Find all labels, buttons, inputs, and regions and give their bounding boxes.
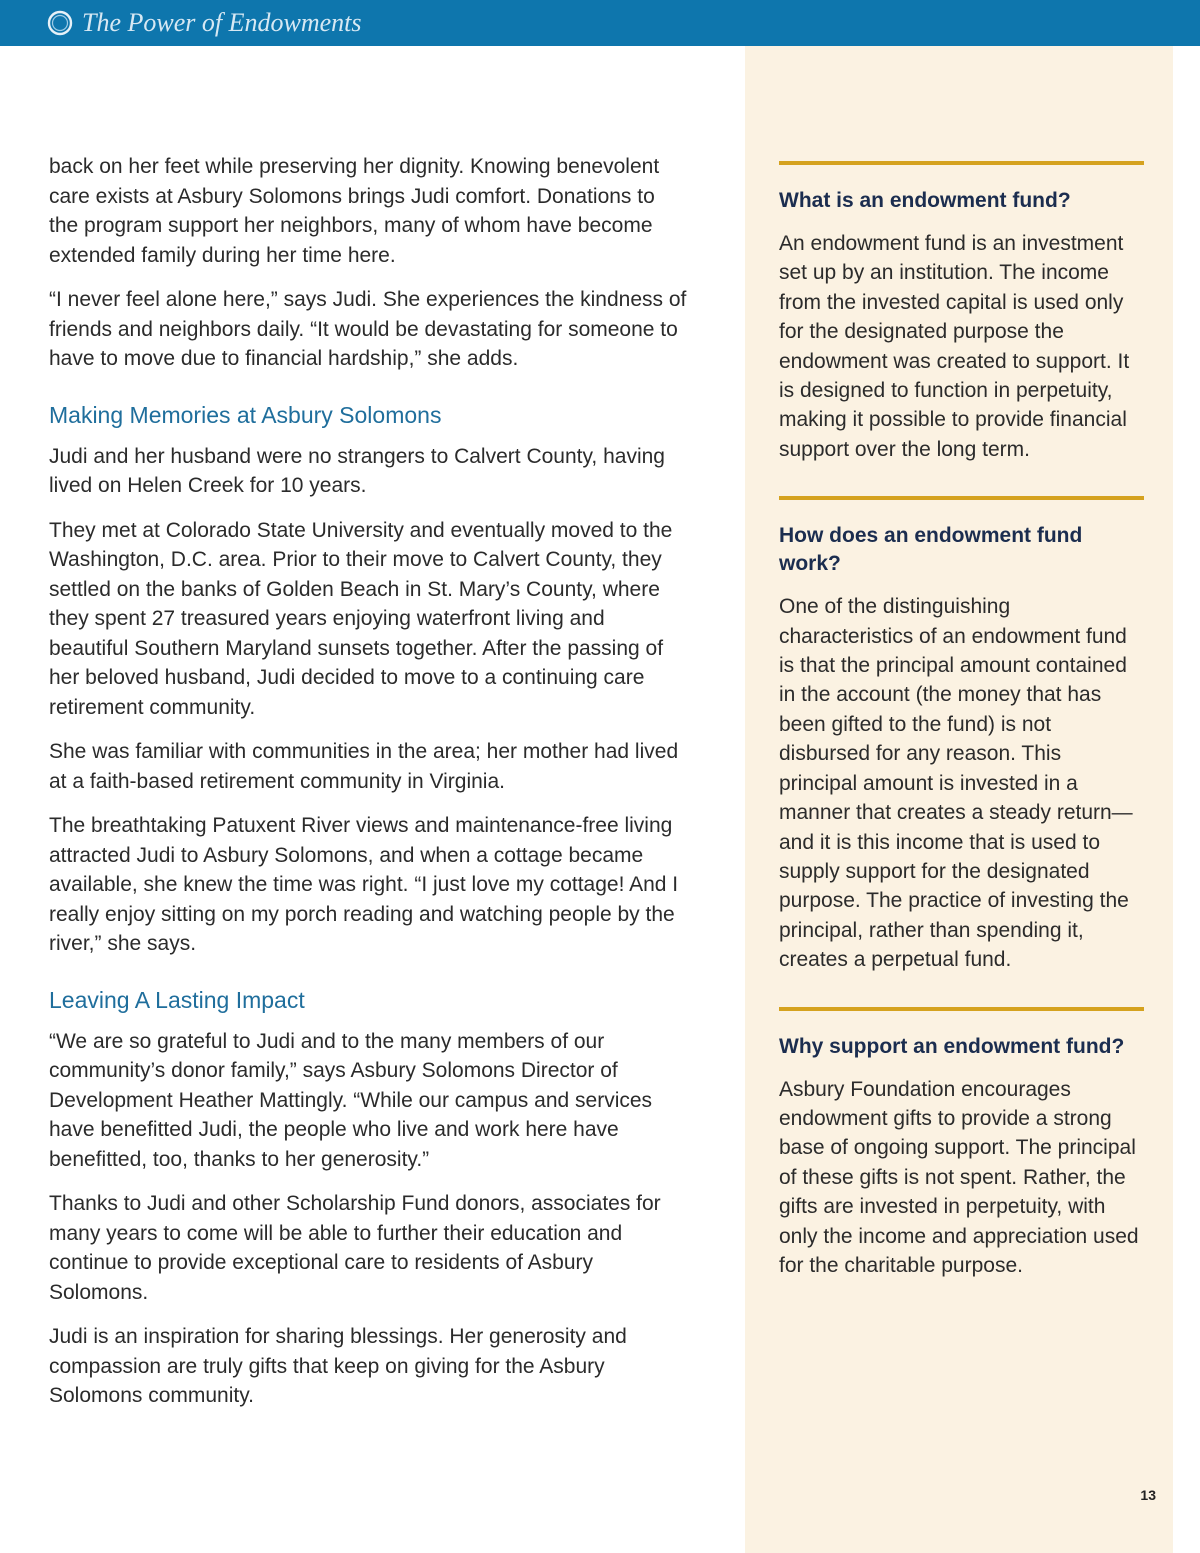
faq-body: Asbury Foundation encourages endowment gifts to provide a strong base of ongoing support. The principal of these gifts is not spent. Rather, the gifts are invested in perpetuity, with only the income and appreciation used for the charitable purpose. [779, 1077, 1139, 1277]
paragraph: Judi is an inspiration for sharing blessings. Her generosity and compassion are truly gifts that keep on giving for the Asbury Solomons community. [49, 1325, 627, 1407]
main-article [49, 152, 689, 1426]
header-title: The Power of Endowments [82, 8, 362, 37]
faq-section [779, 496, 1144, 974]
section-heading: Leaving A Lasting Impact [49, 986, 305, 1013]
sidebar-faq [779, 161, 1144, 1312]
divider-rule [779, 496, 1144, 500]
faq-heading: What is an endowment fund? [779, 189, 1071, 212]
faq-heading: How does an endowment fund work? [779, 524, 1083, 576]
page-number: 13 [1140, 1487, 1156, 1503]
faq-section [779, 161, 1144, 464]
faq-body: An endowment fund is an investment set up by an institution. The income from the invested capital is used only for the designated purpose the endowment was created to support. It is designed to function in perpetuity, making it possible to provide financial support over the long term. [779, 232, 1130, 461]
circle-logo-icon [47, 10, 73, 36]
divider-rule [779, 161, 1144, 165]
divider-rule [779, 1007, 1144, 1011]
paragraph: She was familiar with communities in the area; her mother had lived at a faith-based retirement community in Virginia. [49, 740, 679, 793]
section-heading: Making Memories at Asbury Solomons [49, 401, 442, 428]
faq-section [779, 1007, 1144, 1281]
faq-body: One of the distinguishing characteristics of an endowment fund is that the principal amount contained in the account (the money that has been gifted to the fund) is not disbursed for any reason. This principal amount is invested in a manner that creates a steady return—and it is this income that is used to supply support for the designated purpose. The practice of investing the principal, rather than spending it, creates a perpetual fund. [779, 595, 1133, 972]
faq-heading: Why support an endowment fund? [779, 1034, 1125, 1058]
paragraph: back on her feet while preserving her dignity. Knowing benevolent care exists at Asbury Solomons brings Judi comfort. Donations to the program support her neighbors, many of whom have become extended family during her time here. [49, 155, 660, 267]
paragraph: They met at Colorado State University and eventually moved to the Washington, D.C. area. Prior to their move to Calvert County, they settled on the banks of Golden Beach in St. Mary’s County, where they spent 27 treasured years enjoying waterfront living and beautiful Southern Maryland sunsets together. After the passing of her beloved husband, Judi decided to move to a continuing care retirement community. [49, 518, 673, 719]
paragraph: The breathtaking Patuxent River views and maintenance-free living attracted Judi to Asbury Solomons, and when a cottage became available, she knew the time was right. “I just love my cottage! And I really enjoy sitting on my porch reading and watching people by the river,” she says. [49, 814, 679, 955]
paragraph: Thanks to Judi and other Scholarship Fund donors, associates for many years to come will be able to further their education and continue to provide exceptional care to residents of Asbury Solomons. [49, 1192, 661, 1304]
header-bar [0, 0, 1200, 46]
paragraph: Judi and her husband were no strangers to Calvert County, having lived on Helen Creek for 10 years. [49, 444, 665, 497]
paragraph: “We are so grateful to Judi and to the many members of our community’s donor family,” says Asbury Solomons Director of Development Heather Mattingly. “While our campus and services have benefitted Judi, the people who live and work here have benefitted, too, thanks to her generosity.” [49, 1029, 653, 1171]
paragraph: “I never feel alone here,” says Judi. She experiences the kindness of friends and neighbors daily. “It would be devastating for someone to have to move due to financial hardship,” she adds. [49, 288, 687, 370]
